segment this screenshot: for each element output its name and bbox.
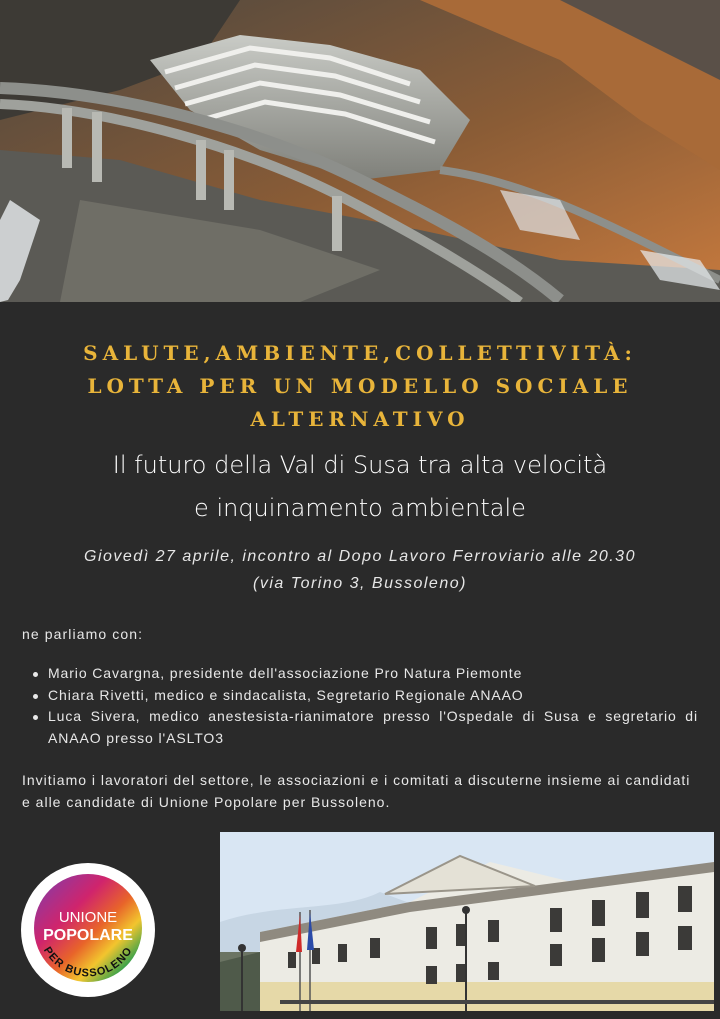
building-photo [220,832,714,1011]
invitation-text: Invitiamo i lavoratori del settore, le associazioni e i comitati a discuterne insieme ai candidati e alle candidate di Unione Popolare per Bussoleno. [22,772,691,810]
speaker-item: Mario Cavargna, presidente dell'associazione Pro Natura Piemonte [30,663,698,685]
logo-text-line-1: UNIONE [58,909,118,926]
speaker-item: Chiara Rivetti, medico e sindacalista, Segretario Regionale ANAAO [30,685,698,707]
speakers-list [30,663,698,749]
hero-aerial-photo [0,0,720,302]
logo-text-line-2: POPOLARE [43,927,133,944]
event-datetime-place: Giovedì 27 aprile, incontro al Dopo Lavoro Ferroviario alle 20.30 [84,548,636,565]
poster-title-line-2: LOTTA PER UN MODELLO SOCIALE [87,374,633,398]
hero-illustration [0,0,720,302]
event-address: (via Torino 3, Bussoleno) [253,575,467,592]
unione-popolare-logo [20,862,156,998]
poster-title-line-1: SALUTE,AMBIENTE,COLLETTIVITÀ: [83,341,637,365]
poster-subtitle-line-2: e inquinamento ambientale [194,494,526,522]
poster-subtitle-line-1: Il futuro della Val di Susa tra alta velocità [112,451,608,479]
poster-body [0,302,720,1019]
speaker-item: Luca Sivera, medico anestesista-rianimatore presso l'Ospedale di Susa e segretario di ANAAO presso l'ASLTO3 [30,706,698,749]
speakers-intro: ne parliamo con: [22,626,144,642]
logo-graphic [20,862,156,998]
building-illustration [220,832,714,1011]
logo-ring-text: PER BUSSOLENO [41,944,136,980]
poster-title-line-3: ALTERNATIVO [250,407,470,431]
